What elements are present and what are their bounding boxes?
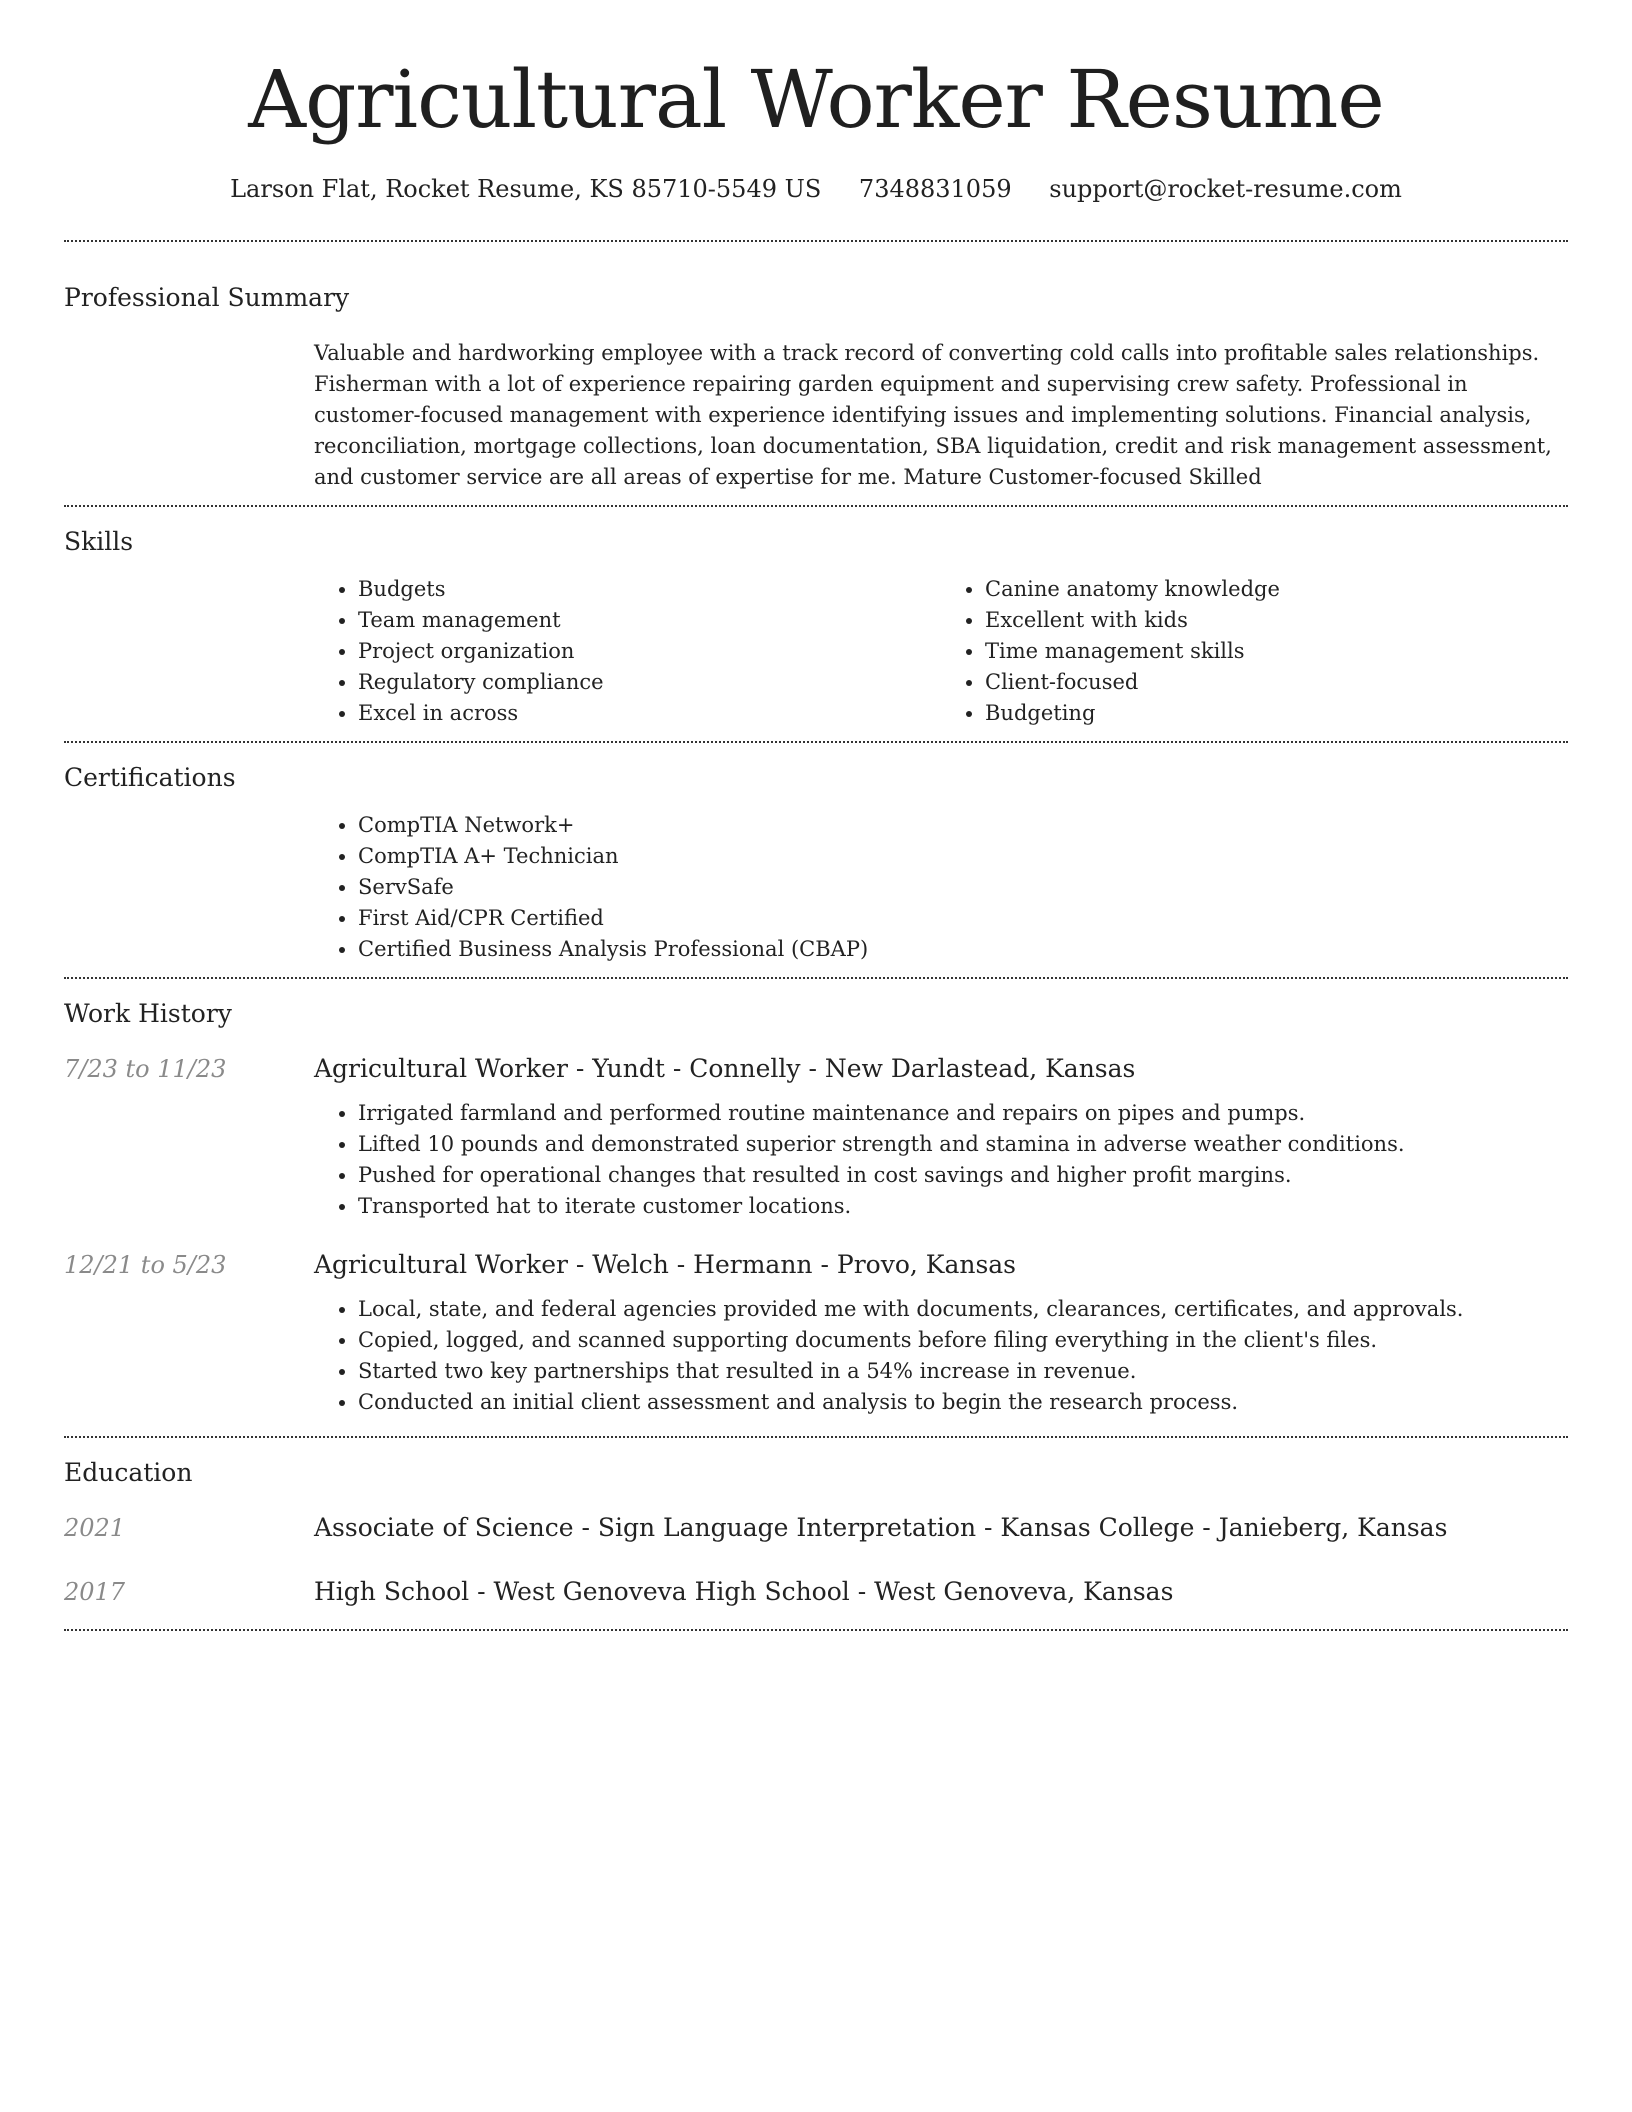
contact-line bbox=[64, 174, 1568, 204]
section-title-skills: Skills bbox=[64, 527, 134, 556]
work-bullet: • Local, state, and federal agencies provided me with documents, clearances, certificates, and approvals. bbox=[358, 1294, 1568, 1325]
education-section bbox=[64, 1438, 1568, 1629]
education-year: 2021 bbox=[64, 1514, 126, 1542]
resume-page bbox=[64, 0, 1568, 1631]
skill-item: • Client-focused bbox=[985, 667, 1568, 698]
skills-right-list bbox=[941, 574, 1568, 729]
skills-columns bbox=[314, 574, 1568, 729]
work-dates: 12/21 to 5/23 bbox=[64, 1251, 227, 1279]
certification-item: • CompTIA Network+ bbox=[358, 810, 1568, 841]
section-title-summary: Professional Summary bbox=[64, 283, 350, 312]
skill-item: • Budgets bbox=[358, 574, 941, 605]
work-entry bbox=[64, 1248, 1568, 1418]
certification-item: • First Aid/CPR Certified bbox=[358, 903, 1568, 934]
certification-item: • CompTIA A+ Technician bbox=[358, 841, 1568, 872]
work-entry-header bbox=[64, 1248, 1568, 1282]
resume-title: Agricultural Worker Resume bbox=[248, 53, 1384, 146]
contact-email: support@rocket-resume.com bbox=[1049, 175, 1402, 203]
work-history-section bbox=[64, 979, 1568, 1436]
education-heading: High School - West Genoveva High School - West Genoveva, Kansas bbox=[314, 1577, 1174, 1606]
work-bullet: • Irrigated farmland and performed routine maintenance and repairs on pipes and pumps. bbox=[358, 1098, 1568, 1129]
work-bullet: • Transported hat to iterate customer locations. bbox=[358, 1191, 1568, 1222]
certifications-section bbox=[64, 743, 1568, 977]
section-title-work: Work History bbox=[64, 999, 232, 1028]
education-entry bbox=[64, 1575, 1568, 1609]
education-heading: Associate of Science - Sign Language Interpretation - Kansas College - Janieberg, Kansas bbox=[314, 1513, 1448, 1542]
work-entry-header bbox=[64, 1052, 1568, 1086]
work-heading: Agricultural Worker - Welch - Hermann - Provo, Kansas bbox=[314, 1250, 1017, 1279]
work-entry bbox=[64, 1052, 1568, 1222]
skill-item: • Time management skills bbox=[985, 636, 1568, 667]
section-divider bbox=[64, 1629, 1568, 1631]
skill-item: • Excel in across bbox=[358, 698, 941, 729]
skill-item: • Team management bbox=[358, 605, 941, 636]
education-year: 2017 bbox=[64, 1578, 126, 1606]
work-bullets bbox=[314, 1098, 1568, 1222]
work-bullet: • Lifted 10 pounds and demonstrated superior strength and stamina in adverse weather conditions. bbox=[358, 1129, 1568, 1160]
work-bullet: • Pushed for operational changes that resulted in cost savings and higher profit margins. bbox=[358, 1160, 1568, 1191]
certification-item: • ServSafe bbox=[358, 872, 1568, 903]
certification-item: • Certified Business Analysis Professional (CBAP) bbox=[358, 934, 1568, 965]
skills-left-list bbox=[314, 574, 941, 729]
summary-content bbox=[314, 338, 1568, 493]
skill-item: • Project organization bbox=[358, 636, 941, 667]
section-title-certifications: Certifications bbox=[64, 763, 236, 792]
skill-item: • Budgeting bbox=[985, 698, 1568, 729]
education-entry bbox=[64, 1511, 1568, 1545]
work-bullet: • Conducted an initial client assessment and analysis to begin the research process. bbox=[358, 1387, 1568, 1418]
skills-section bbox=[64, 507, 1568, 741]
skill-item: • Excellent with kids bbox=[985, 605, 1568, 636]
certifications-content bbox=[314, 810, 1568, 965]
work-bullet: • Started two key partnerships that resulted in a 54% increase in revenue. bbox=[358, 1356, 1568, 1387]
section-title-education: Education bbox=[64, 1458, 193, 1487]
summary-text: Valuable and hardworking employee with a track record of converting cold calls into profitable sales relationships. Fisherman with a lot of experience repairing garden equipment and supervising crew safety. Professional in customer-focused management with experience identifying issues and implementing solutions. Financial analysis, reconciliation, mortgage collections, loan documentation, SBA liquidation, credit and risk management assessment, and customer service are all areas of expertise for me. Mature Customer-focused Skilled bbox=[314, 341, 1552, 489]
work-bullet: • Copied, logged, and scanned supporting documents before filing everything in the client's files. bbox=[358, 1325, 1568, 1356]
work-dates: 7/23 to 11/23 bbox=[64, 1055, 227, 1083]
certifications-list bbox=[314, 810, 1568, 965]
contact-phone: 7348831059 bbox=[858, 175, 1012, 203]
work-heading: Agricultural Worker - Yundt - Connelly - New Darlastead, Kansas bbox=[314, 1054, 1136, 1083]
work-bullets bbox=[314, 1294, 1568, 1418]
skill-item: • Regulatory compliance bbox=[358, 667, 941, 698]
professional-summary-section bbox=[64, 242, 1568, 505]
skill-item: • Canine anatomy knowledge bbox=[985, 574, 1568, 605]
contact-address: Larson Flat, Rocket Resume, KS 85710-5549 US bbox=[230, 175, 822, 203]
